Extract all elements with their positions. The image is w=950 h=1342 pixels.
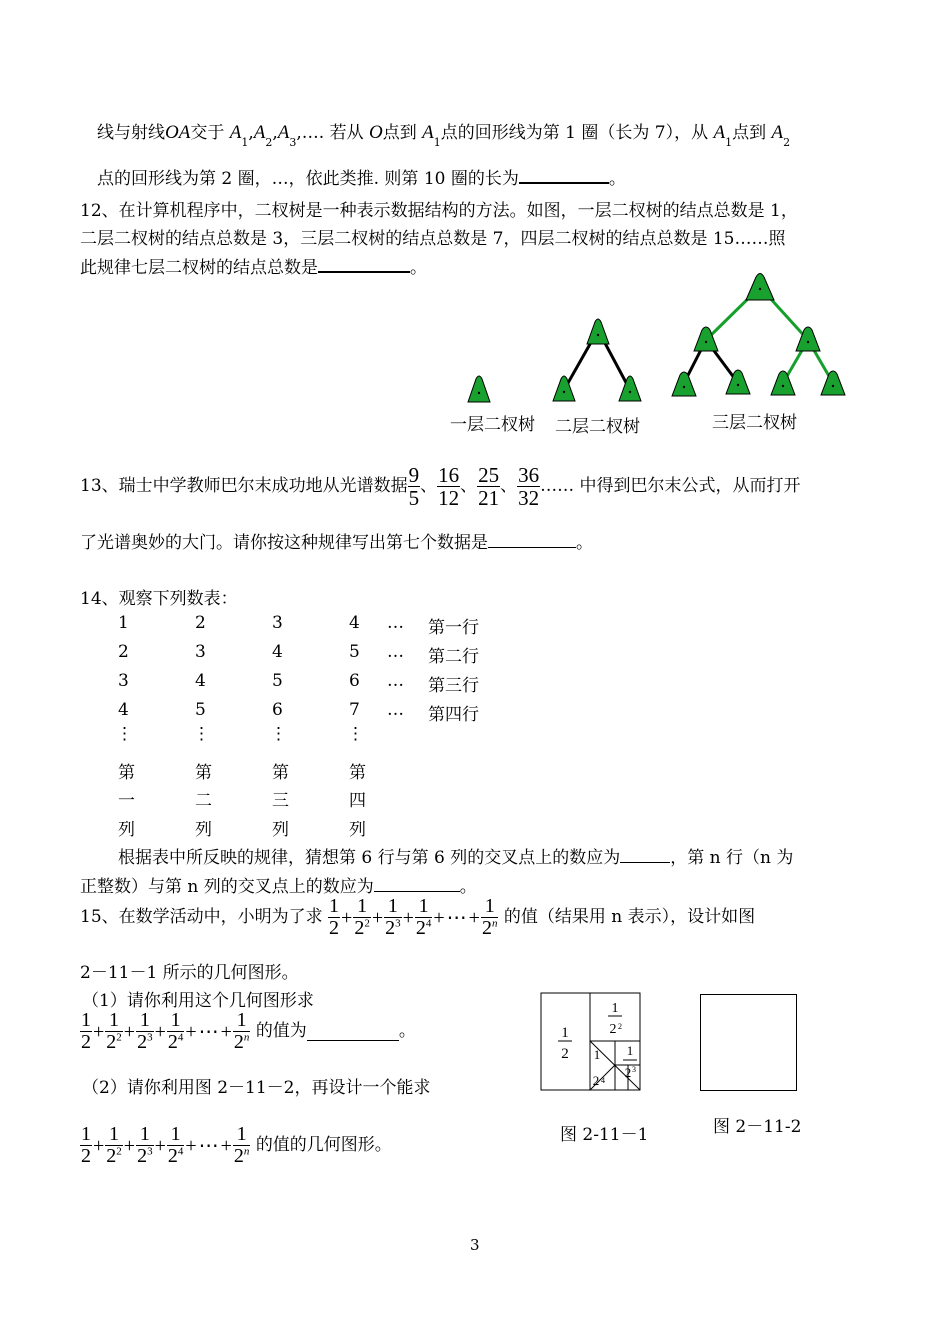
fig1-label-num: 1 xyxy=(561,1025,569,1041)
row-dots: … xyxy=(387,613,404,633)
svg-text:2: 2 xyxy=(592,1073,600,1088)
svg-text:4: 4 xyxy=(601,1076,605,1085)
fig1-label-den: 2 xyxy=(561,1046,569,1062)
col-vdots: ⋮ xyxy=(193,724,210,744)
table-cell: 7 xyxy=(349,700,360,720)
svg-text:1: 1 xyxy=(626,1043,634,1058)
row-label-3: 第三行 xyxy=(428,676,479,696)
table-cell: 6 xyxy=(272,700,283,720)
q15-part2: （2）请你利用图 2－11－2，再设计一个能求 xyxy=(82,1078,431,1098)
fig1-label-q-den: 2 xyxy=(609,1022,617,1037)
figure-2-11-1 xyxy=(540,992,642,1092)
q15-part1-expr: $\frac{1}{2}$ + $\frac{1}{2^2}$ + $\frac{1}{2^3}$ + $\frac{1}{2^4}$ + ⋯ + $\frac{1}{2^n}$ 的值为 。 xyxy=(81,1009,416,1053)
row-dots: … xyxy=(387,700,404,720)
term-1-2-3: $\frac{1}{2^3}$ xyxy=(385,895,401,939)
tree-nodes xyxy=(468,274,845,403)
q15-part2-expr: $\frac{1}{2}$ + $\frac{1}{2^2}$ + $\frac{1}{2^3}$ + $\frac{1}{2^4}$ + ⋯ + $\frac{1}{2^n}$ 的值的几何图形。 xyxy=(81,1123,392,1167)
table-cell: 4 xyxy=(272,642,283,662)
q13-line2: 了光谱奥妙的大门。请你按这种规律写出第七个数据是 。 xyxy=(80,528,593,553)
caption-tree-3: 三层二杈树 xyxy=(712,413,797,433)
answer-blank-q13[interactable] xyxy=(488,529,576,548)
col-vdots: ⋮ xyxy=(347,724,364,744)
svg-text:2: 2 xyxy=(624,1065,632,1080)
col-label-char: 三 xyxy=(272,791,289,811)
q12-line1: 12、在计算机程序中，二杈树是一种表示数据结构的方法。如图，一层二杈树的结点总数是 1， xyxy=(80,201,798,221)
tree2-left-node xyxy=(553,376,575,401)
table-cell: 3 xyxy=(118,671,129,691)
page-number: 3 xyxy=(470,1236,480,1254)
q15-line2: 2－11－1 所示的几何图形。 xyxy=(80,963,299,983)
answer-blank-q14a[interactable] xyxy=(620,844,670,863)
table-cell: 2 xyxy=(118,642,129,662)
table-cell: 2 xyxy=(195,613,206,633)
col-label-char: 一 xyxy=(118,791,135,811)
col-label-char: 二 xyxy=(195,791,212,811)
q11-line1: 线与射线OA交于 $A_1,A_2,A_3,\dots$. 若从 O点到 $A_1$点的回形线为第 1 圈（长为 7），从 $A_1$点到 $A_2$ xyxy=(97,122,791,149)
col-label-char: 第 xyxy=(349,763,366,783)
oa-symbol: OA xyxy=(165,122,191,143)
term-1-2-n: $\frac{1}{2^n}$ xyxy=(481,895,498,939)
answer-blank-q15[interactable] xyxy=(307,1022,399,1041)
col-vdots: ⋮ xyxy=(116,724,133,744)
q12-line3: 此规律七层二杈树的结点总数是 。 xyxy=(80,253,427,278)
col-label-char: 第 xyxy=(272,763,289,783)
answer-blank-q14b[interactable] xyxy=(374,873,460,892)
q14-text1: 根据表中所反映的规律，猜想第 6 行与第 6 列的交叉点上的数应为 ，第 n 行（n 为 xyxy=(118,843,793,868)
figure-2-11-2 xyxy=(700,994,797,1091)
col-label-char: 第 xyxy=(195,763,212,783)
tree3-root-node xyxy=(746,274,774,301)
q15-part1: （1）请你利用这个几何图形求 xyxy=(82,991,314,1011)
tree3-leaf-3-node xyxy=(771,371,795,395)
col-label-char: 列 xyxy=(272,820,289,840)
q15-line1: 15、在数学活动中，小明为了求 $\frac{1}{2}$ + $\frac{1}{2^2}$ + $\frac{1}{2^3}$ + $\frac{1}{2^4}$ + ⋯ + $\frac{1}{2^n}$ 的值（结果用 n 表示），设计如图 xyxy=(80,895,756,939)
svg-text:1: 1 xyxy=(593,1047,601,1062)
table-cell: 4 xyxy=(118,700,129,720)
col-label-char: 第 xyxy=(118,763,135,783)
q13-line1: 13、瑞士中学教师巴尔末成功地从光谱数据 $\frac{9}{5}$ 、 $\frac{16}{12}$ 、 $\frac{25}{21}$ 、 $\frac{36}{32}$ …… 中得到巴尔末公式，从而打开 xyxy=(80,463,801,511)
table-cell: 1 xyxy=(118,613,129,633)
table-cell: 4 xyxy=(195,671,206,691)
row-dots: … xyxy=(387,671,404,691)
caption-tree-2: 二层二杈树 xyxy=(555,417,640,437)
answer-blank-q12[interactable] xyxy=(318,253,410,273)
tree2-right-node xyxy=(619,376,641,401)
svg-text:2: 2 xyxy=(618,1022,622,1031)
term-1-2-4: $\frac{1}{2^4}$ xyxy=(415,895,432,939)
fig1-label-q-num: 1 xyxy=(611,1001,619,1016)
q11-line2: 点的回形线为第 2 圈，…，依此类推. 则第 10 圈的长为 。 xyxy=(97,164,626,189)
row-label-1: 第一行 xyxy=(428,618,479,638)
col-label-char: 列 xyxy=(118,820,135,840)
tree1-node xyxy=(468,376,490,402)
q14-text2: 正整数）与第 n 列的交叉点上的数应为 。 xyxy=(80,872,477,897)
balmer-fraction-3: $\frac{25}{21}$ xyxy=(478,463,500,511)
table-cell: 3 xyxy=(195,642,206,662)
row-label-4: 第四行 xyxy=(428,705,479,725)
col-vdots: ⋮ xyxy=(270,724,287,744)
caption-tree-1: 一层二杈树 xyxy=(450,415,535,435)
row-label-2: 第二行 xyxy=(428,647,479,667)
term-1-2: $\frac{1}{2}$ xyxy=(329,895,340,939)
term-1-2-2: $\frac{1}{2^2}$ xyxy=(354,895,370,939)
balmer-fraction-1: $\frac{9}{5}$ xyxy=(408,463,420,511)
q12-line2: 二层二杈树的结点总数是 3，三层二杈树的结点总数是 7，四层二杈树的结点总数是 15……照 xyxy=(80,229,786,249)
tree3-leaf-1-node xyxy=(672,372,696,396)
table-cell: 4 xyxy=(349,613,360,633)
balmer-fraction-4: $\frac{36}{32}$ xyxy=(518,463,540,511)
table-cell: 5 xyxy=(195,700,206,720)
col-label-char: 列 xyxy=(349,820,366,840)
col-label-char: 四 xyxy=(349,791,366,811)
table-cell: 5 xyxy=(272,671,283,691)
tree3-leaf-4-node xyxy=(821,371,845,395)
svg-text:3: 3 xyxy=(632,1065,636,1074)
table-cell: 3 xyxy=(272,613,283,633)
balmer-fraction-2: $\frac{16}{12}$ xyxy=(438,463,460,511)
table-cell: 6 xyxy=(349,671,360,691)
figure-2-11-2-caption: 图 2－11-2 xyxy=(713,1117,802,1137)
answer-blank-q11[interactable] xyxy=(519,164,609,184)
table-cell: 5 xyxy=(349,642,360,662)
col-label-char: 列 xyxy=(195,820,212,840)
figure-2-11-1-caption: 图 2-11－1 xyxy=(560,1125,649,1145)
q14-title: 14、观察下列数表： xyxy=(80,589,238,609)
tree2-root-node xyxy=(587,319,609,344)
row-dots: … xyxy=(387,642,404,662)
